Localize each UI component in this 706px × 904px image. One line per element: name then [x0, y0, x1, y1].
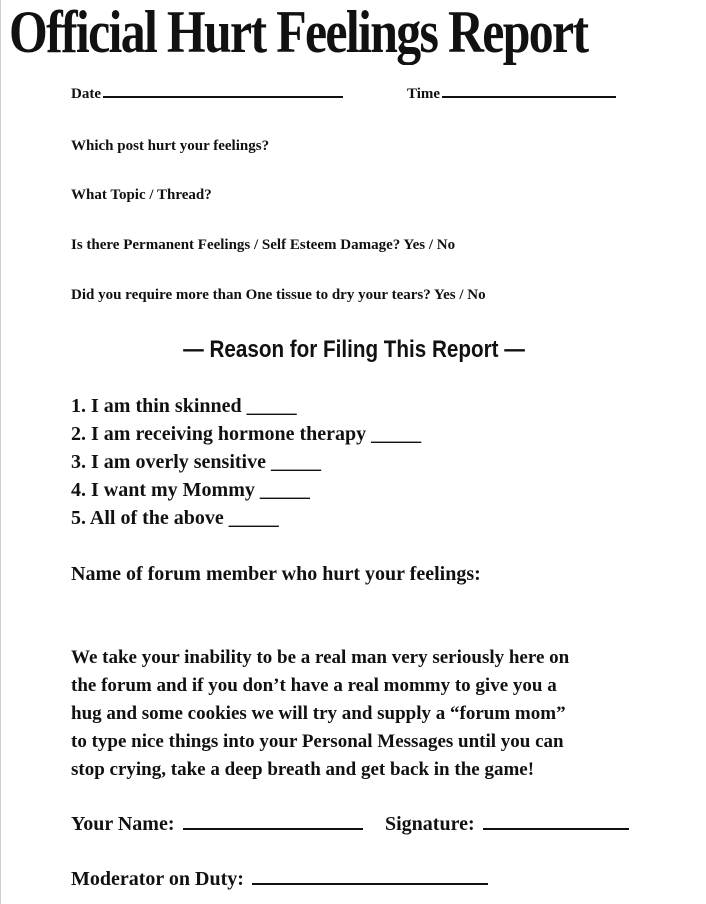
disclaimer-paragraph	[71, 644, 671, 784]
report-title: Official Hurt Feelings Report	[9, 0, 588, 65]
reason-heading: — Reason for Filing This Report —	[183, 336, 525, 363]
paragraph-line: the forum and if you don’t have a real mommy to give you a	[71, 675, 557, 696]
question-damage: Is there Permanent Feelings / Self Esteem Damage? Yes / No	[71, 237, 456, 253]
reason-item: 5. All of the above _____	[71, 507, 279, 529]
reason-item: 2. I am receiving hormone therapy _____	[71, 423, 422, 445]
paragraph-line: stop crying, take a deep breath and get back in the game!	[71, 759, 535, 780]
paragraph-line: We take your inability to be a real man very seriously here on	[71, 647, 570, 668]
paragraph-line: hug and some cookies we will try and supply a “forum mom”	[71, 703, 566, 724]
question-post: Which post hurt your feelings?	[71, 138, 270, 154]
moderator-field	[71, 868, 488, 891]
date-blank-line[interactable]	[103, 96, 343, 98]
signature-label: Signature:	[385, 813, 475, 835]
reason-item: 4. I want my Mommy _____	[71, 479, 310, 501]
moderator-label: Moderator on Duty:	[71, 868, 244, 890]
reason-item: 1. I am thin skinned _____	[71, 395, 297, 417]
paragraph-line: to type nice things into your Personal Messages until you can	[71, 731, 564, 752]
date-label: Date	[71, 86, 101, 102]
your-name-field	[71, 813, 363, 836]
moderator-blank-line[interactable]	[252, 883, 488, 885]
signature-field	[385, 813, 629, 836]
your-name-blank-line[interactable]	[183, 828, 363, 830]
time-label: Time	[407, 86, 441, 102]
signature-blank-line[interactable]	[483, 828, 629, 830]
your-name-label: Your Name:	[71, 813, 175, 835]
time-blank-line[interactable]	[442, 96, 616, 98]
question-topic: What Topic / Thread?	[71, 187, 212, 203]
time-field	[407, 86, 616, 103]
date-field	[71, 86, 343, 103]
member-prompt: Name of forum member who hurt your feelings:	[71, 563, 481, 585]
reason-item: 3. I am overly sensitive _____	[71, 451, 321, 473]
question-tissue: Did you require more than One tissue to dry your tears? Yes / No	[71, 287, 486, 303]
